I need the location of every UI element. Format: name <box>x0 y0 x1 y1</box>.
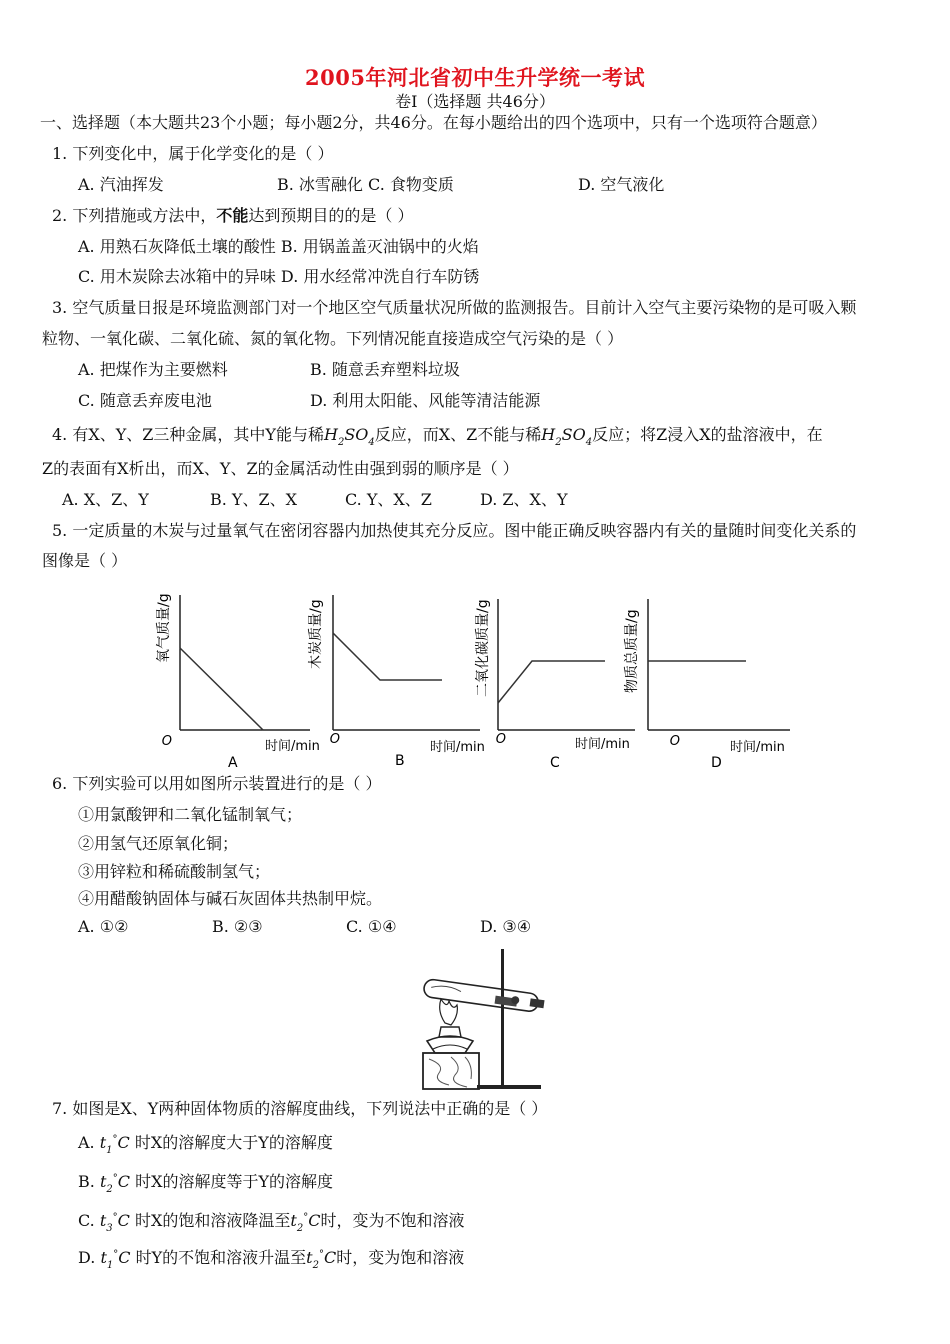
q5-stem-line2: 图像是（ ） <box>42 551 128 570</box>
q3-stem-line1: 3. 空气质量日报是环境监测部门对一个地区空气质量状况所做的监测报告。目前计入空气主要污染物的是可吸入颗 <box>52 298 857 317</box>
q7-stem: 7. 如图是X、Y两种固体物质的溶解度曲线，下列说法中正确的是（ ） <box>52 1099 548 1118</box>
q4-option-a: A. X、Z、Y <box>62 490 149 509</box>
q2-emphasis: 不能 <box>216 206 249 225</box>
graph-c-xlabel: 时间/min <box>575 737 630 752</box>
q1-stem: 1. 下列变化中，属于化学变化的是（ ） <box>52 144 334 163</box>
q4-formula-so-2: SO <box>561 425 586 444</box>
q7-a-label: A. <box>78 1133 95 1152</box>
q7-d-t2-sub: 2 <box>312 1260 319 1271</box>
q7-d-c2: C <box>323 1248 337 1267</box>
q7-d-t-sub: 1 <box>106 1260 114 1271</box>
q4-text-3: 反应；将Z浸入X的盐溶液中，在 <box>592 425 823 444</box>
q4-formula-so4-2: 4 <box>585 437 593 448</box>
q7-b-label: B. <box>78 1172 95 1191</box>
q1-option-d: D. 空气液化 <box>578 175 665 194</box>
q4-formula-so4-1: 4 <box>368 437 375 448</box>
graph-b-origin: O <box>329 732 340 747</box>
q7-d-t2: t <box>306 1248 313 1267</box>
q7-c-t-sub: 3 <box>106 1223 113 1234</box>
q6-statement-4: ④用醋酸钠固体与碱石灰固体共热制甲烷。 <box>78 889 383 908</box>
q7-c-c: C <box>117 1211 130 1230</box>
q3-option-a: A. 把煤作为主要燃料 <box>78 360 228 379</box>
volume-heading: 卷Ⅰ（选择题 共46分） <box>395 92 555 111</box>
q2-options-ab: A. 用熟石灰降低土壤的酸性 B. 用锅盖盖灭油锅中的火焰 <box>78 237 479 256</box>
graph-d-origin: O <box>669 734 680 749</box>
q2-stem <box>52 206 413 226</box>
graph-d-ylabel: 物质总质量/g <box>624 609 640 693</box>
graph-a-xlabel: 时间/min <box>265 739 320 754</box>
q4-formula-h-2: H <box>541 425 556 444</box>
q7-b-text: 时X的溶解度等于Y的溶解度 <box>135 1172 334 1191</box>
graph-a <box>156 593 320 771</box>
q6-apparatus-figure <box>405 945 565 1095</box>
graph-b <box>307 595 485 769</box>
q3-option-c: C. 随意丢弃废电池 <box>78 391 212 410</box>
graph-c-letter: C <box>550 755 560 771</box>
q7-d-c: C <box>118 1248 131 1267</box>
q7-b-c: C <box>117 1172 130 1191</box>
q6-statement-2: ②用氢气还原氧化铜； <box>78 834 239 853</box>
section-heading: 一、选择题（本大题共23个小题；每小题2分，共46分。在每小题给出的四个选项中，只有一个选项符合题意） <box>40 113 827 132</box>
q6-option-a: A. ①② <box>78 917 129 936</box>
q4-option-b: B. Y、Z、X <box>210 490 298 509</box>
graph-c-origin: O <box>495 732 506 747</box>
q7-d-text-mid: 时Y的不饱和溶液升温至 <box>135 1248 307 1267</box>
q7-d-deg2: ° <box>318 1249 324 1260</box>
q7-a-t: t <box>99 1133 107 1152</box>
q7-option-a <box>78 1133 333 1156</box>
q4-text-1: 4. 有X、Y、Z三种金属，其中Y能与稀 <box>52 425 324 444</box>
graph-a-origin: O <box>161 734 172 749</box>
q7-c-label: C. <box>78 1211 95 1230</box>
q6-statement-3: ③用锌粒和稀硫酸制氢气； <box>78 862 271 881</box>
graph-c <box>475 599 635 771</box>
q7-option-c <box>78 1211 465 1234</box>
q7-a-deg: ° <box>112 1134 118 1145</box>
q6-option-c: C. ①④ <box>346 917 397 936</box>
q4-formula-h2-1: 2 <box>337 437 345 448</box>
q4-formula-h-1: H <box>324 425 338 444</box>
q7-c-c2: C <box>308 1211 321 1230</box>
q4-stem-line2: Z的表面有X析出，而X、Y、Z的金属活动性由强到弱的顺序是（ ） <box>42 459 519 478</box>
q7-b-deg: ° <box>112 1173 118 1184</box>
graph-a-curve <box>180 648 263 730</box>
q7-b-t-sub: 2 <box>106 1184 113 1195</box>
q7-b-t: t <box>99 1172 107 1191</box>
q5-stem-line1: 5. 一定质量的木炭与过量氧气在密闭容器内加热使其充分反应。图中能正确反映容器内有关的量随时间变化关系的 <box>52 521 857 540</box>
q7-a-text: 时X的溶解度大于Y的溶解度 <box>134 1133 333 1152</box>
q7-d-deg: ° <box>113 1249 119 1260</box>
q1-option-bc: B. 冰雪融化 C. 食物变质 <box>277 175 454 194</box>
q4-stem-line1 <box>52 425 823 448</box>
q7-d-label: D. <box>78 1248 96 1267</box>
q7-c-text-mid: 时X的饱和溶液降温至 <box>135 1211 291 1230</box>
q7-c-t: t <box>99 1211 107 1230</box>
graph-b-ylabel: 木炭质量/g <box>308 599 324 669</box>
q6-option-d: D. ③④ <box>480 917 532 936</box>
q3-stem-line2: 粒物、一氧化碳、二氧化硫、氮的氧化物。下列情况能直接造成空气污染的是（ ） <box>42 329 624 348</box>
q7-c-text-post: 时，变为不饱和溶液 <box>320 1211 465 1230</box>
graph-d-letter: D <box>711 755 722 771</box>
q7-a-c: C <box>117 1133 130 1152</box>
q6-stem: 6. 下列实验可以用如图所示装置进行的是（ ） <box>52 774 382 793</box>
graph-d-xlabel: 时间/min <box>730 740 785 755</box>
q7-c-deg: ° <box>112 1212 118 1223</box>
q7-d-t: t <box>100 1248 107 1267</box>
graph-c-ylabel: 二氧化碳质量/g <box>475 599 491 697</box>
q7-c-t2-sub: 2 <box>296 1223 304 1234</box>
q7-option-b <box>78 1172 333 1195</box>
q7-option-d <box>78 1248 464 1271</box>
q2-options-cd: C. 用木炭除去冰箱中的异味 D. 用水经常冲洗自行车防锈 <box>78 267 480 286</box>
q4-formula-so-1: SO <box>344 425 369 444</box>
graph-b-curve <box>333 633 442 680</box>
graph-a-ylabel: 氧气质量/g <box>156 593 172 663</box>
q3-option-b: B. 随意丢弃塑料垃圾 <box>310 360 460 379</box>
q7-c-t2: t <box>290 1211 297 1230</box>
q1-option-a: A. 汽油挥发 <box>78 175 164 194</box>
q7-c-deg2: ° <box>303 1212 309 1223</box>
exam-title: 2005年河北省初中生升学统一考试 <box>305 65 645 90</box>
graph-d <box>623 599 790 771</box>
graph-c-curve <box>498 661 605 703</box>
q7-d-text-post: 时，变为饱和溶液 <box>336 1248 465 1267</box>
q4-option-d: D. Z、X、Y <box>480 490 568 509</box>
q4-formula-h2-2: 2 <box>555 437 562 448</box>
q6-option-b: B. ②③ <box>212 917 263 936</box>
q3-option-d: D. 利用太阳能、风能等清洁能源 <box>310 391 541 410</box>
q7-a-t-sub: 1 <box>106 1145 113 1156</box>
graph-b-xlabel: 时间/min <box>430 740 485 755</box>
graph-b-letter: B <box>395 753 405 769</box>
q2-stem-pre: 2. 下列措施或方法中， <box>52 206 217 225</box>
q4-option-c: C. Y、X、Z <box>345 490 432 509</box>
q5-graphs <box>150 585 810 775</box>
q4-text-2: 反应，而X、Z不能与稀 <box>374 425 542 444</box>
graph-a-letter: A <box>228 755 238 771</box>
q2-stem-post: 达到预期目的的是（ ） <box>248 206 414 225</box>
q6-statement-1: ①用氯酸钾和二氧化锰制氧气； <box>78 805 303 824</box>
